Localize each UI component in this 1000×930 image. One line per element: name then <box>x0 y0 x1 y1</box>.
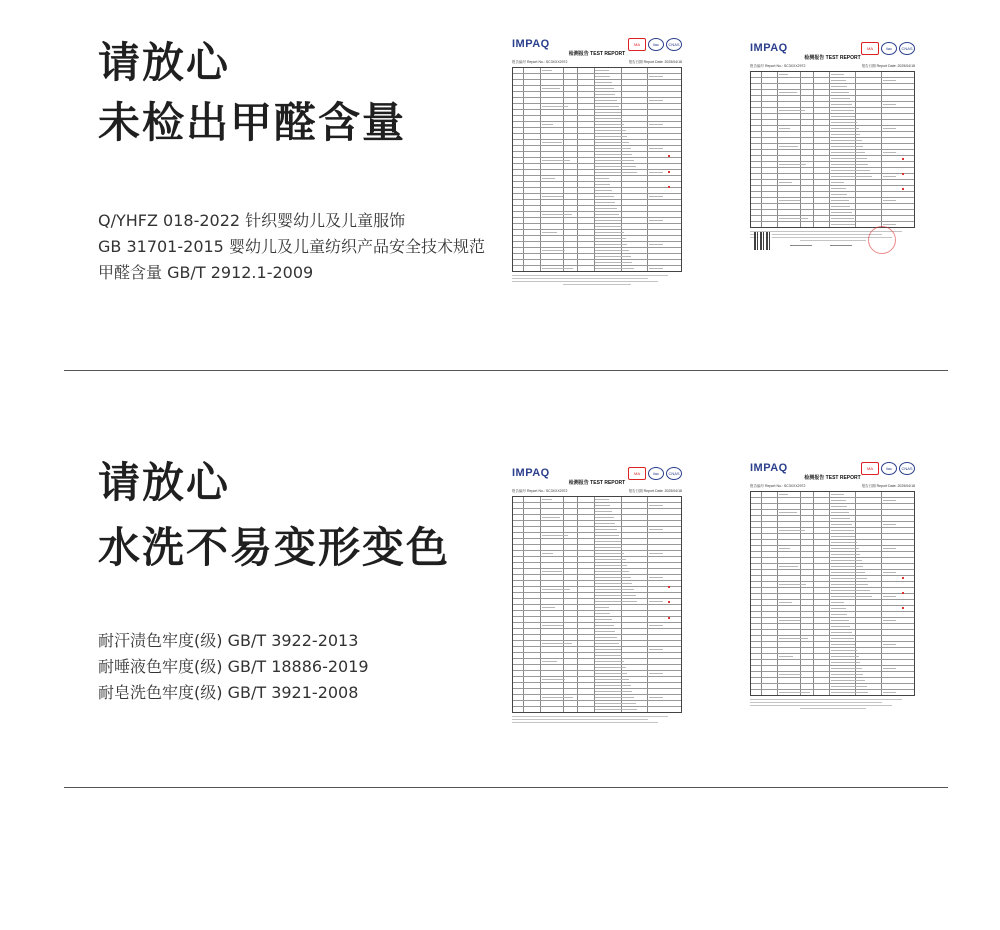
test-report-document <box>750 42 915 294</box>
formaldehyde-section <box>0 0 1000 372</box>
standard-line: 耐唾液色牢度(级) GB/T 18886-2019 <box>98 657 369 676</box>
test-report-document <box>512 38 682 293</box>
report-number: 报告编号 Report No.: SC3XXX2972 <box>512 60 568 64</box>
report-date: 报告日期 Report Date: 2025/04/18 <box>861 484 915 488</box>
colorfastness-section <box>0 372 1000 788</box>
red-mark <box>902 173 904 175</box>
ilac-mark-icon: ilac <box>881 42 897 55</box>
report-footer <box>750 699 915 709</box>
red-mark <box>902 592 904 594</box>
headline-claim: 未检出甲醛含量 <box>98 98 407 147</box>
red-mark <box>668 617 670 619</box>
red-mark <box>902 188 904 190</box>
cma-mark-icon: MA <box>628 38 646 51</box>
impaq-logo: IMPAQ <box>512 467 550 479</box>
ilac-mark-icon: ilac <box>648 467 664 480</box>
red-mark <box>668 601 670 603</box>
impaq-logo: IMPAQ <box>512 38 550 50</box>
red-mark <box>668 171 670 173</box>
report-title: 检测报告 TEST REPORT <box>568 51 626 57</box>
section-divider <box>64 787 948 788</box>
report-date: 报告日期 Report Date: 2025/04/18 <box>861 64 915 68</box>
cnas-mark-icon: CNAS <box>666 467 682 480</box>
standard-line: 甲醛含量 GB/T 2912.1-2009 <box>98 263 314 282</box>
red-mark <box>668 586 670 588</box>
standard-line: GB 31701-2015 婴幼儿及儿童纺织产品安全技术规范 <box>98 237 485 256</box>
cnas-mark-icon: CNAS <box>899 462 915 475</box>
impaq-logo: IMPAQ <box>750 42 788 54</box>
ilac-mark-icon: ilac <box>648 38 664 51</box>
report-title: 检测报告 TEST REPORT <box>804 475 861 481</box>
red-mark <box>668 186 670 188</box>
headline-reassure: 请放心 <box>98 38 231 87</box>
report-table <box>512 67 682 272</box>
report-number: 报告编号 Report No.: SC3XXX2972 <box>512 489 568 493</box>
report-title: 检测报告 TEST REPORT <box>568 480 626 486</box>
report-meta <box>512 60 682 65</box>
red-mark <box>668 155 670 157</box>
official-seal-icon <box>868 226 896 254</box>
headline-claim: 水洗不易变形变色 <box>98 523 451 572</box>
report-footer <box>512 716 682 725</box>
section-divider <box>64 370 948 371</box>
signature-line <box>830 242 852 246</box>
report-table <box>512 496 682 713</box>
ilac-mark-icon: ilac <box>881 462 897 475</box>
impaq-logo: IMPAQ <box>750 462 788 474</box>
red-mark <box>902 158 904 160</box>
report-table <box>750 71 915 228</box>
report-date: 报告日期 Report Date: 2025/04/18 <box>628 489 682 493</box>
cnas-mark-icon: CNAS <box>899 42 915 55</box>
report-title: 检测报告 TEST REPORT <box>804 55 861 61</box>
report-footer <box>512 275 682 285</box>
report-table <box>750 491 915 696</box>
test-report-document <box>750 462 915 712</box>
test-report-document <box>512 467 682 725</box>
red-mark <box>902 577 904 579</box>
report-number: 报告编号 Report No.: SC3XXX2972 <box>750 484 806 488</box>
report-meta <box>750 64 915 69</box>
qr-code-icon <box>754 232 772 250</box>
cnas-mark-icon: CNAS <box>666 38 682 51</box>
report-date: 报告日期 Report Date: 2025/04/18 <box>628 60 682 64</box>
red-mark <box>902 607 904 609</box>
report-meta <box>512 489 682 494</box>
headline-reassure: 请放心 <box>98 458 231 507</box>
cma-mark-icon: MA <box>628 467 646 480</box>
signature-line <box>790 242 812 246</box>
cma-mark-icon: MA <box>861 462 879 475</box>
standard-line: Q/YHFZ 018-2022 针织婴幼儿及儿童服饰 <box>98 211 406 230</box>
report-meta <box>750 484 915 489</box>
report-number: 报告编号 Report No.: SC3XXX2972 <box>750 64 806 68</box>
standard-line: 耐汗渍色牢度(级) GB/T 3922-2013 <box>98 631 359 650</box>
standard-line: 耐皂洗色牢度(级) GB/T 3921-2008 <box>98 683 359 702</box>
cma-mark-icon: MA <box>861 42 879 55</box>
